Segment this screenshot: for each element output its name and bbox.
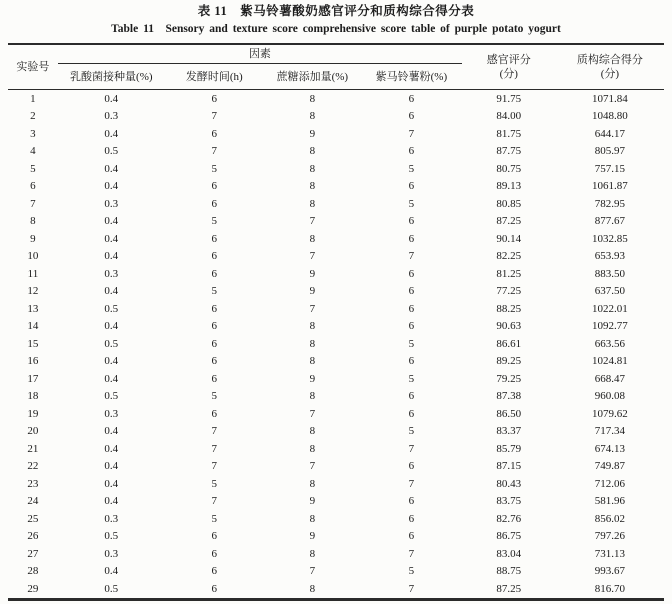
fermentation-time-cell: 5 (211, 285, 218, 298)
experiment-no-cell: 26 (27, 530, 39, 543)
sensory-score-cell: 85.79 (496, 442, 522, 455)
experiment-no-cell: 16 (27, 355, 39, 368)
texture-score-cell: 805.97 (594, 145, 625, 158)
fermentation-time-cell: 6 (211, 320, 218, 333)
sensory-score-cell: 90.63 (496, 320, 522, 333)
fermentation-time-cell: 6 (211, 302, 218, 315)
sensory-score-cell: 86.61 (496, 337, 522, 350)
potato-powder-cell: 5 (408, 337, 415, 350)
inoculation-amount-cell: 0.4 (104, 250, 119, 263)
fermentation-time-cell: 7 (211, 110, 218, 123)
experiment-no-cell: 10 (27, 250, 39, 263)
experiment-no-cell: 21 (27, 442, 39, 455)
fermentation-time-cell: 5 (211, 215, 218, 228)
fermentation-time-cell: 6 (211, 180, 218, 193)
inoculation-amount-cell: 0.3 (104, 110, 119, 123)
experiment-no-cell: 1 (30, 92, 36, 105)
inoculation-amount-cell: 0.4 (104, 355, 119, 368)
fermentation-time-cell: 6 (211, 565, 218, 578)
inoculation-amount-cell: 0.3 (104, 197, 119, 210)
potato-powder-cell: 6 (408, 495, 415, 508)
sensory-score-cell: 80.75 (496, 162, 522, 175)
sensory-score-cell: 82.76 (496, 512, 522, 525)
sucrose-amount-cell: 8 (309, 547, 316, 560)
experiment-no-cell: 15 (27, 337, 39, 350)
potato-powder-cell: 7 (408, 582, 415, 595)
sensory-score-cell: 88.75 (496, 565, 522, 578)
sensory-score-cell: 83.37 (496, 425, 522, 438)
texture-score-cell: 731.13 (594, 547, 625, 560)
sensory-score-cell: 84.00 (496, 110, 522, 123)
table-row (8, 90, 664, 108)
experiment-no-cell: 7 (30, 197, 36, 210)
sensory-score-cell: 79.25 (496, 372, 522, 385)
inoculation-amount-cell: 0.5 (104, 302, 119, 315)
sucrose-amount-cell: 7 (309, 215, 316, 228)
table-row (8, 370, 664, 388)
potato-powder-cell: 5 (408, 197, 415, 210)
sensory-score-cell: 81.75 (496, 127, 522, 140)
sensory-score-cell: 88.25 (496, 302, 522, 315)
sucrose-amount-cell: 8 (309, 92, 316, 105)
fermentation-time-cell: 5 (211, 477, 218, 490)
inoculation-amount-cell: 0.5 (104, 337, 119, 350)
table-row (8, 353, 664, 371)
texture-score-cell: 653.93 (594, 250, 625, 263)
header-texture-score-line1: 质构综合得分 (576, 54, 643, 66)
sucrose-amount-cell: 7 (309, 565, 316, 578)
header-fermentation-time: 发酵时间(h) (165, 64, 264, 90)
sensory-score-cell: 82.25 (496, 250, 522, 263)
fermentation-time-cell: 6 (211, 250, 218, 263)
fermentation-time-cell: 5 (211, 162, 218, 175)
table-row (8, 108, 664, 126)
sensory-score-cell: 87.25 (496, 582, 522, 595)
header-texture-score-line2: (分) (600, 68, 620, 80)
table-row (8, 475, 664, 493)
texture-score-cell: 877.67 (594, 215, 625, 228)
fermentation-time-cell: 6 (211, 232, 218, 245)
potato-powder-cell: 7 (408, 127, 415, 140)
header-texture-score (556, 44, 664, 90)
inoculation-amount-cell: 0.4 (104, 127, 119, 140)
table-row (8, 528, 664, 546)
inoculation-amount-cell: 0.5 (104, 530, 119, 543)
texture-score-cell: 674.13 (594, 442, 625, 455)
header-sucrose-amount: 蔗糖添加量(%) (264, 64, 361, 90)
experiment-no-cell: 23 (27, 477, 39, 490)
table-row (8, 160, 664, 178)
sucrose-amount-cell: 8 (309, 232, 316, 245)
table-row (8, 248, 664, 266)
experiment-no-cell: 4 (30, 145, 36, 158)
texture-score-cell: 1022.01 (591, 302, 628, 315)
inoculation-amount-cell: 0.4 (104, 285, 119, 298)
fermentation-time-cell: 5 (211, 512, 218, 525)
potato-powder-cell: 6 (408, 180, 415, 193)
table-body (8, 90, 664, 600)
potato-powder-cell: 6 (408, 232, 415, 245)
potato-powder-cell: 7 (408, 547, 415, 560)
sucrose-amount-cell: 7 (309, 407, 316, 420)
texture-score-cell: 856.02 (594, 512, 625, 525)
inoculation-amount-cell: 0.4 (104, 162, 119, 175)
sensory-score-cell: 90.14 (496, 232, 522, 245)
potato-powder-cell: 6 (408, 530, 415, 543)
texture-score-cell: 644.17 (594, 127, 625, 140)
sucrose-amount-cell: 8 (309, 477, 316, 490)
header-sensory-score-line1: 感官评分 (486, 54, 531, 66)
fermentation-time-cell: 6 (211, 337, 218, 350)
sucrose-amount-cell: 8 (309, 582, 316, 595)
inoculation-amount-cell: 0.4 (104, 372, 119, 385)
sensory-score-cell: 87.75 (496, 145, 522, 158)
sucrose-amount-cell: 8 (309, 425, 316, 438)
inoculation-amount-cell: 0.5 (104, 582, 119, 595)
fermentation-time-cell: 6 (211, 530, 218, 543)
inoculation-amount-cell: 0.4 (104, 565, 119, 578)
fermentation-time-cell: 6 (211, 355, 218, 368)
potato-powder-cell: 6 (408, 460, 415, 473)
potato-powder-cell: 5 (408, 162, 415, 175)
texture-score-cell: 816.70 (594, 582, 625, 595)
inoculation-amount-cell: 0.4 (104, 477, 119, 490)
fermentation-time-cell: 7 (211, 460, 218, 473)
potato-powder-cell: 6 (408, 407, 415, 420)
sensory-score-cell: 86.75 (496, 530, 522, 543)
table-title-english: Table 11 Sensory and texture score comprehensive score table of purple potato yogurt (111, 23, 561, 35)
sucrose-amount-cell: 9 (309, 530, 316, 543)
header-factors-group: 因素 (58, 44, 462, 64)
potato-powder-cell: 5 (408, 565, 415, 578)
experiment-no-cell: 18 (27, 390, 39, 403)
sucrose-amount-cell: 8 (309, 110, 316, 123)
sucrose-amount-cell: 9 (309, 372, 316, 385)
experiment-no-cell: 14 (27, 320, 39, 333)
table-row (8, 545, 664, 563)
table-row (8, 423, 664, 441)
experiment-no-cell: 9 (30, 232, 36, 245)
inoculation-amount-cell: 0.3 (104, 407, 119, 420)
fermentation-time-cell: 7 (211, 442, 218, 455)
sucrose-amount-cell: 8 (309, 512, 316, 525)
potato-powder-cell: 6 (408, 215, 415, 228)
sensory-score-cell: 77.25 (496, 285, 522, 298)
fermentation-time-cell: 6 (211, 197, 218, 210)
table-row (8, 125, 664, 143)
texture-score-cell: 1071.84 (591, 92, 628, 105)
texture-score-cell: 1048.80 (591, 110, 628, 123)
potato-powder-cell: 6 (408, 355, 415, 368)
experiment-no-cell: 22 (27, 460, 39, 473)
potato-powder-cell: 6 (408, 320, 415, 333)
sucrose-amount-cell: 7 (309, 460, 316, 473)
table-row (8, 318, 664, 336)
potato-powder-cell: 5 (408, 425, 415, 438)
inoculation-amount-cell: 0.4 (104, 215, 119, 228)
texture-score-cell: 1032.85 (591, 232, 628, 245)
table-row (8, 213, 664, 231)
table-row (8, 230, 664, 248)
potato-powder-cell: 6 (408, 110, 415, 123)
inoculation-amount-cell: 0.5 (104, 390, 119, 403)
experiment-no-cell: 29 (27, 582, 39, 595)
sucrose-amount-cell: 8 (309, 355, 316, 368)
texture-score-cell: 797.26 (594, 530, 625, 543)
experiment-no-cell: 12 (27, 285, 39, 298)
texture-score-cell: 668.47 (594, 372, 625, 385)
fermentation-time-cell: 7 (211, 145, 218, 158)
fermentation-time-cell: 6 (211, 127, 218, 140)
inoculation-amount-cell: 0.4 (104, 92, 119, 105)
sucrose-amount-cell: 8 (309, 162, 316, 175)
potato-powder-cell: 7 (408, 250, 415, 263)
inoculation-amount-cell: 0.3 (104, 267, 119, 280)
sucrose-amount-cell: 9 (309, 267, 316, 280)
experiment-no-cell: 2 (30, 110, 36, 123)
table-row (8, 143, 664, 161)
potato-powder-cell: 7 (408, 442, 415, 455)
experiment-no-cell: 24 (27, 495, 39, 508)
sucrose-amount-cell: 8 (309, 320, 316, 333)
fermentation-time-cell: 6 (211, 407, 218, 420)
texture-score-cell: 993.67 (594, 565, 625, 578)
sucrose-amount-cell: 9 (309, 127, 316, 140)
sensory-score-cell: 87.38 (496, 390, 522, 403)
table-row (8, 178, 664, 196)
experiment-no-cell: 17 (27, 372, 39, 385)
experiment-no-cell: 20 (27, 425, 39, 438)
fermentation-time-cell: 6 (211, 372, 218, 385)
sensory-score-cell: 91.75 (496, 92, 522, 105)
texture-score-cell: 782.95 (594, 197, 625, 210)
table-row (8, 388, 664, 406)
header-sensory-score-line2: (分) (499, 68, 518, 80)
potato-powder-cell: 7 (408, 477, 415, 490)
potato-powder-cell: 6 (408, 512, 415, 525)
potato-powder-cell: 6 (408, 390, 415, 403)
potato-powder-cell: 6 (408, 285, 415, 298)
texture-score-cell: 581.96 (594, 495, 625, 508)
header-experiment-no: 实验号 (8, 44, 58, 90)
experiment-no-cell: 27 (27, 547, 39, 560)
texture-score-cell: 883.50 (594, 267, 625, 280)
inoculation-amount-cell: 0.4 (104, 442, 119, 455)
sucrose-amount-cell: 8 (309, 145, 316, 158)
sucrose-amount-cell: 8 (309, 197, 316, 210)
potato-powder-cell: 6 (408, 267, 415, 280)
table-title-chinese: 表 11 紫马铃薯酸奶感官评分和质构综合得分表 (197, 4, 475, 18)
texture-score-cell: 960.08 (594, 390, 625, 403)
sensory-score-cell: 83.04 (496, 547, 522, 560)
texture-score-cell: 757.15 (594, 162, 625, 175)
score-table (8, 43, 664, 601)
inoculation-amount-cell: 0.4 (104, 425, 119, 438)
sucrose-amount-cell: 8 (309, 390, 316, 403)
sucrose-amount-cell: 8 (309, 442, 316, 455)
texture-score-cell: 663.56 (594, 337, 625, 350)
table-row (8, 458, 664, 476)
sensory-score-cell: 89.25 (496, 355, 522, 368)
texture-score-cell: 1061.87 (591, 180, 628, 193)
sensory-score-cell: 83.75 (496, 495, 522, 508)
inoculation-amount-cell: 0.3 (104, 547, 119, 560)
table-row (8, 405, 664, 423)
inoculation-amount-cell: 0.4 (104, 320, 119, 333)
fermentation-time-cell: 6 (211, 92, 218, 105)
header-inoculation-amount: 乳酸菌接种量(%) (58, 64, 165, 90)
fermentation-time-cell: 5 (211, 390, 218, 403)
inoculation-amount-cell: 0.4 (104, 232, 119, 245)
fermentation-time-cell: 7 (211, 425, 218, 438)
sensory-score-cell: 86.50 (496, 407, 522, 420)
sensory-score-cell: 87.15 (496, 460, 522, 473)
experiment-no-cell: 8 (30, 215, 36, 228)
potato-powder-cell: 6 (408, 92, 415, 105)
texture-score-cell: 749.87 (594, 460, 625, 473)
table-row (8, 335, 664, 353)
fermentation-time-cell: 6 (211, 267, 218, 280)
sucrose-amount-cell: 8 (309, 337, 316, 350)
sensory-score-cell: 80.43 (496, 477, 522, 490)
table-row (8, 195, 664, 213)
sensory-score-cell: 80.85 (496, 197, 522, 210)
experiment-no-cell: 28 (27, 565, 39, 578)
table-row (8, 265, 664, 283)
table-row (8, 563, 664, 581)
experiment-no-cell: 6 (30, 180, 36, 193)
sensory-score-cell: 89.13 (496, 180, 522, 193)
texture-score-cell: 712.06 (594, 477, 625, 490)
table-row (8, 580, 664, 599)
header-sensory-score (462, 44, 556, 90)
experiment-no-cell: 3 (30, 127, 36, 140)
inoculation-amount-cell: 0.4 (104, 180, 119, 193)
fermentation-time-cell: 7 (211, 495, 218, 508)
table-row (8, 440, 664, 458)
sucrose-amount-cell: 7 (309, 302, 316, 315)
inoculation-amount-cell: 0.3 (104, 512, 119, 525)
texture-score-cell: 637.50 (594, 285, 625, 298)
fermentation-time-cell: 6 (211, 547, 218, 560)
inoculation-amount-cell: 0.4 (104, 460, 119, 473)
sucrose-amount-cell: 7 (309, 250, 316, 263)
potato-powder-cell: 6 (408, 145, 415, 158)
sucrose-amount-cell: 9 (309, 285, 316, 298)
sucrose-amount-cell: 9 (309, 495, 316, 508)
header-potato-powder: 紫马铃薯粉(%) (361, 64, 462, 90)
potato-powder-cell: 6 (408, 302, 415, 315)
table-row (8, 283, 664, 301)
sensory-score-cell: 87.25 (496, 215, 522, 228)
table-row (8, 493, 664, 511)
experiment-no-cell: 25 (27, 512, 39, 525)
fermentation-time-cell: 6 (211, 582, 218, 595)
table-row (8, 510, 664, 528)
inoculation-amount-cell: 0.4 (104, 495, 119, 508)
experiment-no-cell: 13 (27, 302, 39, 315)
experiment-no-cell: 5 (30, 162, 36, 175)
potato-powder-cell: 5 (408, 372, 415, 385)
inoculation-amount-cell: 0.5 (104, 145, 119, 158)
texture-score-cell: 1079.62 (591, 407, 628, 420)
texture-score-cell: 1092.77 (591, 320, 628, 333)
texture-score-cell: 1024.81 (591, 355, 628, 368)
experiment-no-cell: 19 (27, 407, 39, 420)
table-row (8, 300, 664, 318)
sensory-score-cell: 81.25 (496, 267, 522, 280)
sucrose-amount-cell: 8 (309, 180, 316, 193)
experiment-no-cell: 11 (27, 267, 39, 280)
texture-score-cell: 717.34 (594, 425, 625, 438)
